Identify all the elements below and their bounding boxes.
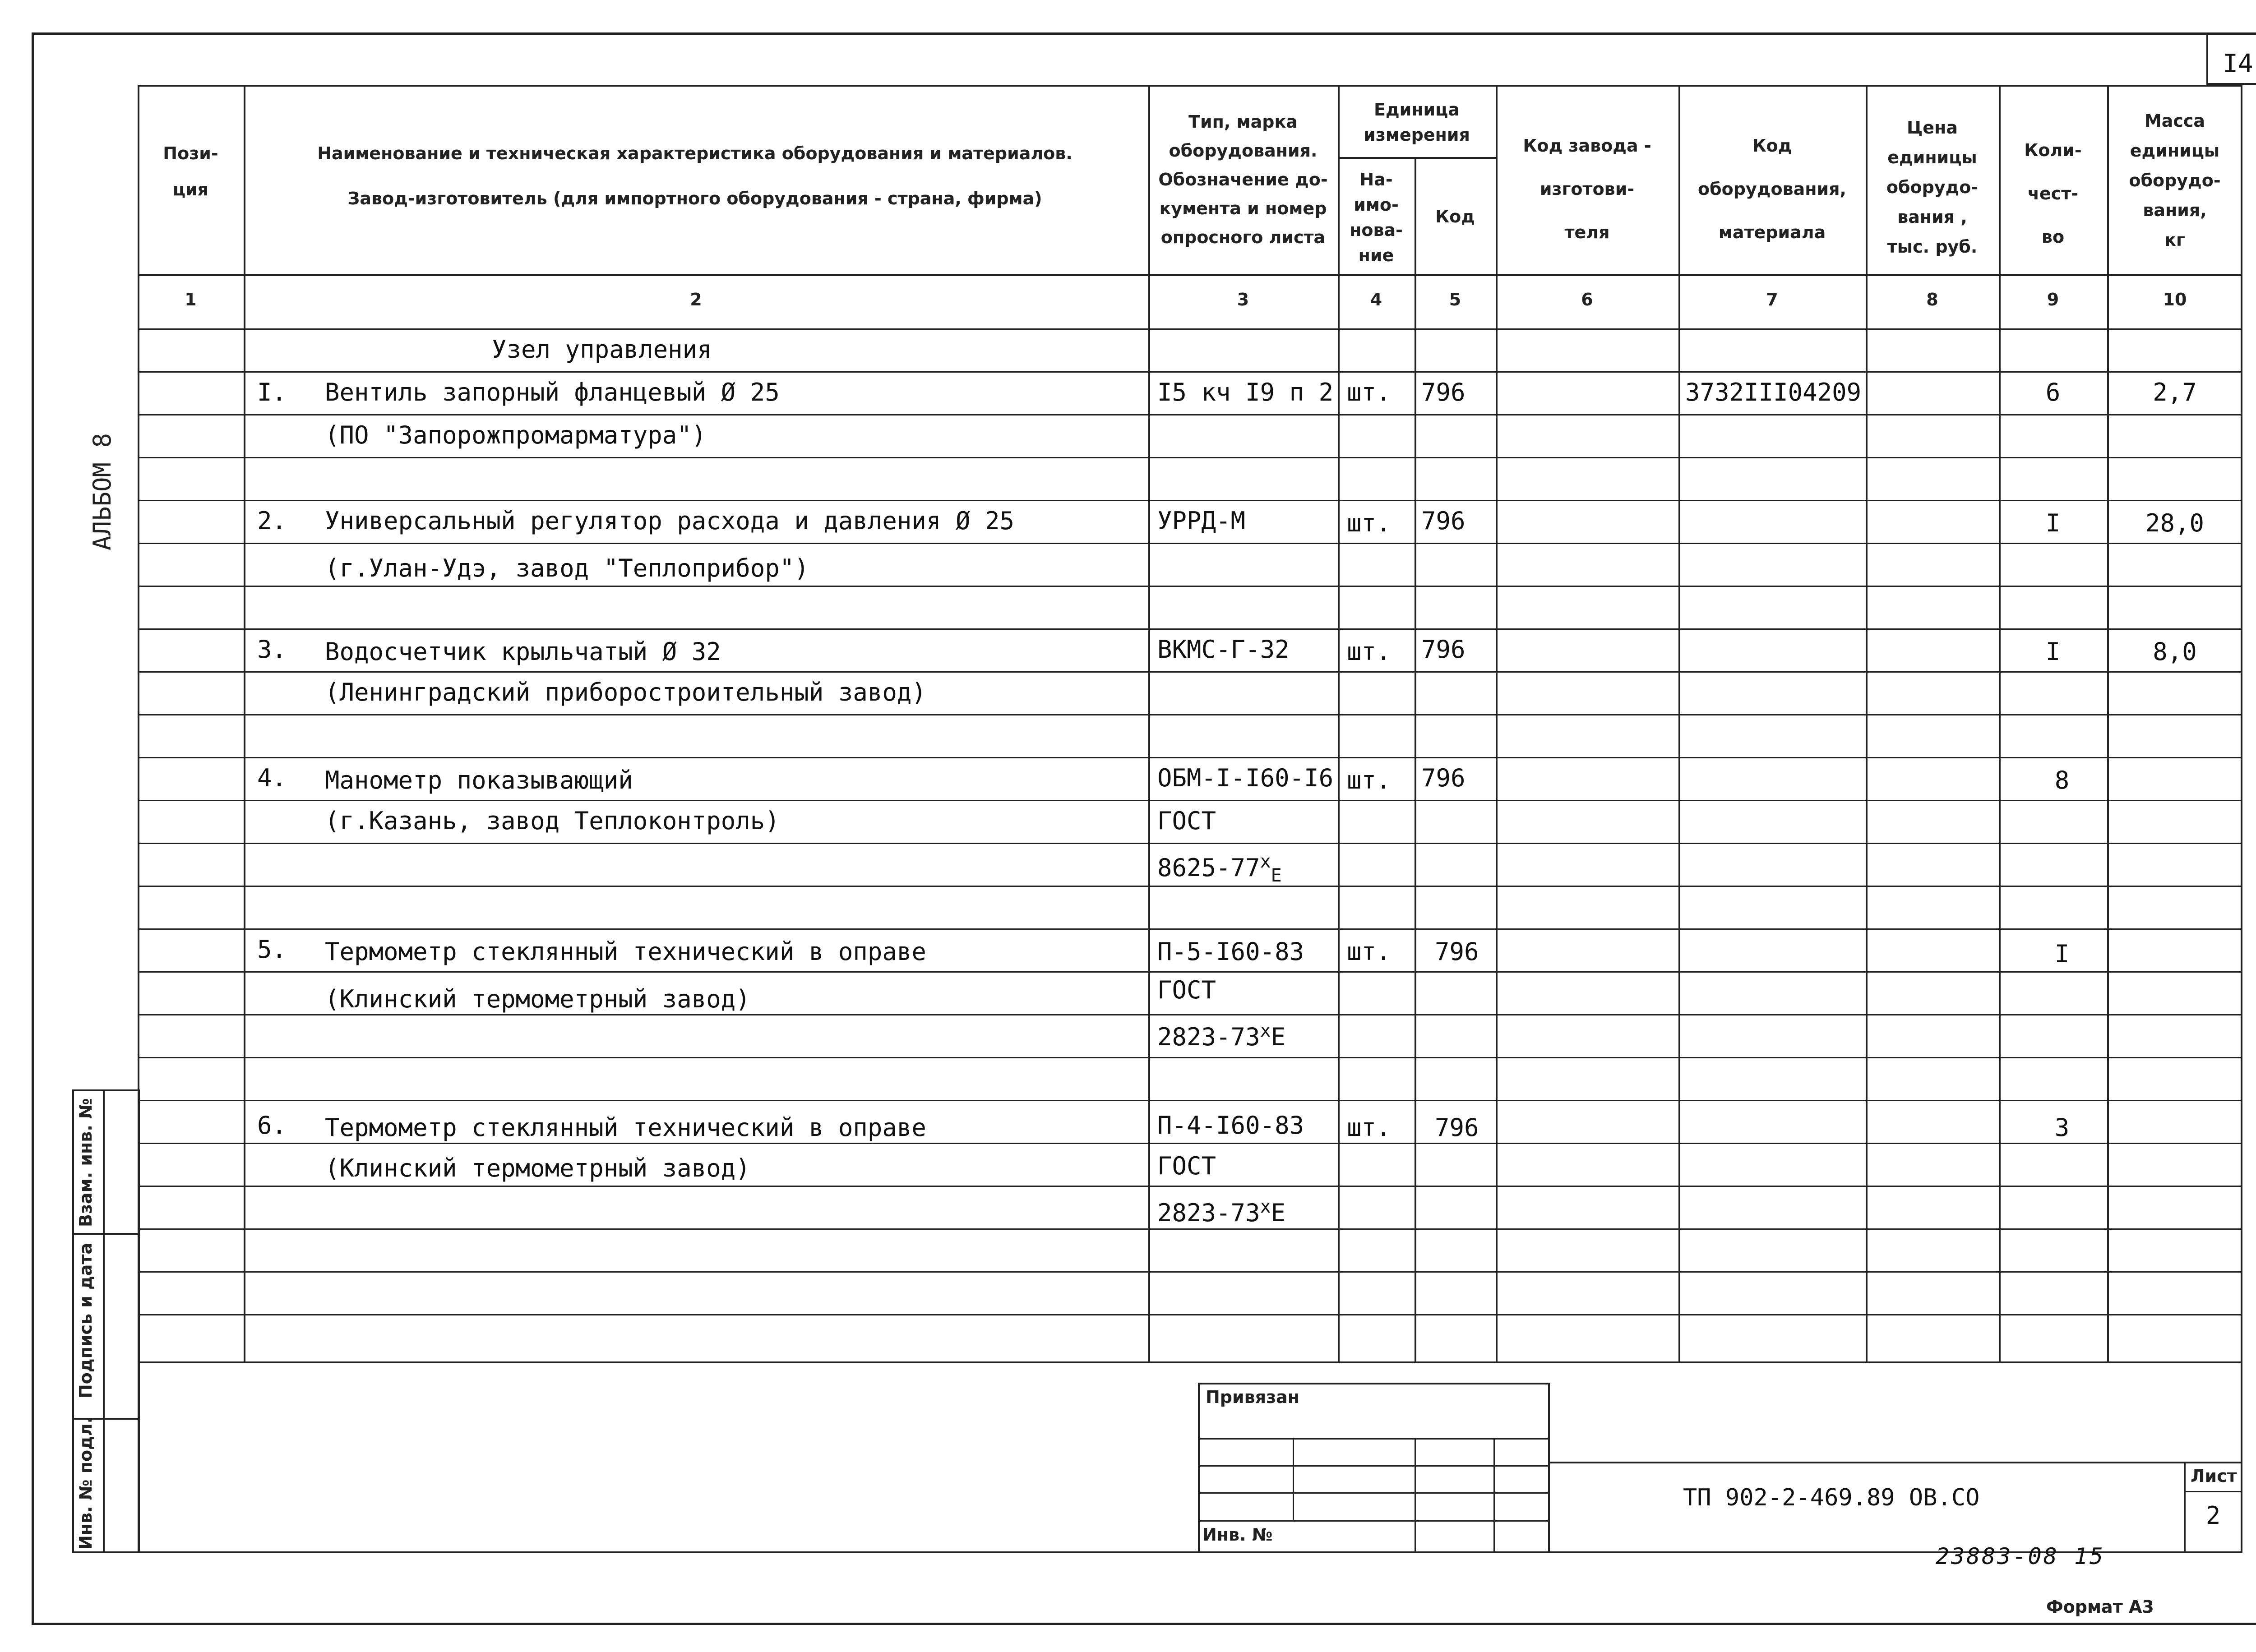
item-qty: 3 xyxy=(2054,1113,2070,1142)
row-line xyxy=(138,928,2242,930)
item-type: I5 кч I9 п 2 xyxy=(1157,378,1334,406)
item-maker: (Клинский термометрный завод) xyxy=(325,985,750,1013)
item-pos: 6. xyxy=(257,1111,287,1140)
item-qty: 6 xyxy=(2045,378,2061,406)
privyazan-col xyxy=(1493,1438,1495,1553)
item-code: 796 xyxy=(1421,635,1465,664)
item-name: Термометр стеклянный технический в оправе xyxy=(325,1113,926,1142)
row-line xyxy=(138,1186,2242,1187)
header-col6: Код завода - изготови- теля xyxy=(1523,136,1651,242)
section-title: Узел управления xyxy=(492,335,712,364)
colnum-9: 9 xyxy=(2047,290,2059,309)
colnum-4: 4 xyxy=(1370,290,1382,309)
document-code: ТП 902-2-469.89 ОВ.СО xyxy=(1683,1484,1980,1511)
row-line xyxy=(138,1014,2242,1015)
row-line xyxy=(138,800,2242,801)
list-number: 2 xyxy=(2205,1501,2221,1530)
item-unit: шт. xyxy=(1347,1113,1391,1142)
doc-code-top-line xyxy=(1550,1462,2242,1463)
item-qty: 8 xyxy=(2054,766,2070,794)
item-maker: (Клинский термометрный завод) xyxy=(325,1154,750,1182)
item-name: Универсальный регулятор расхода и давления Ø 25 xyxy=(325,507,1015,535)
header-col4: На- имо- нова- ние xyxy=(1350,170,1403,265)
colnum-bottom-line xyxy=(138,328,2242,330)
archive-number: 23883-08 15 xyxy=(1936,1543,2105,1569)
item-mass: 28,0 xyxy=(2145,509,2205,537)
col-divider-8 xyxy=(1999,85,2001,1361)
item-code: 796 xyxy=(1421,378,1465,406)
privyazan-col xyxy=(1415,1438,1416,1553)
row-line xyxy=(138,1057,2242,1058)
row-line xyxy=(138,1271,2242,1273)
privyazan-row xyxy=(1198,1520,1550,1522)
header-col8: Цена единицы оборудо- вания , тыс. руб. xyxy=(1886,118,1979,257)
header-col7: Код оборудования, материала xyxy=(1698,136,1846,242)
row-line xyxy=(138,1228,2242,1230)
row-line xyxy=(138,1143,2242,1144)
colnum-8: 8 xyxy=(1926,290,1938,309)
row-line xyxy=(138,1100,2242,1101)
side-stamp-divider xyxy=(103,1089,105,1553)
item-type: ОБМ-I-I60-I6 xyxy=(1157,764,1334,792)
item-type-doc: ГОСТ xyxy=(1157,1152,1216,1180)
privyazan-label: Привязан xyxy=(1206,1387,1300,1407)
item-name: Вентиль запорный фланцевый Ø 25 xyxy=(325,378,780,406)
header-col10: Масса единицы оборудо- вания, кг xyxy=(2129,111,2221,250)
header-col9: Коли- чест- во xyxy=(2024,140,2082,247)
privyazan-col xyxy=(1293,1438,1294,1520)
item-maker: (ПО "Запорожпромарматура") xyxy=(325,421,707,449)
col-divider-9 xyxy=(2107,85,2109,1361)
row-line xyxy=(138,371,2242,373)
colnum-7: 7 xyxy=(1766,290,1778,309)
colnum-10: 10 xyxy=(2163,290,2187,309)
item-type-doc: ГОСТ xyxy=(1157,807,1216,835)
col-divider-5 xyxy=(1496,85,1498,1361)
header-col3: Тип, марка оборудования. Обозначение до- кумента и номер опросного листа xyxy=(1158,112,1328,247)
format-label: Формат А3 xyxy=(2046,1597,2154,1617)
header-col5: Код xyxy=(1435,207,1475,226)
item-qty: I xyxy=(2045,637,2061,666)
item-name: Термометр стеклянный технический в оправе xyxy=(325,937,926,966)
col-divider-6 xyxy=(1678,85,1680,1361)
item-type: П-4-I60-83 xyxy=(1157,1111,1304,1140)
row-line xyxy=(138,586,2242,587)
item-pos: 5. xyxy=(257,935,287,964)
row-line xyxy=(138,1314,2242,1315)
unit-header-divider xyxy=(1338,157,1496,159)
item-unit: шт. xyxy=(1347,378,1391,406)
item-mass: 2,7 xyxy=(2153,378,2197,406)
table-body-bottom xyxy=(138,1361,2242,1363)
item-code: 796 xyxy=(1421,764,1465,792)
item-pos: 2. xyxy=(257,507,287,535)
row-line xyxy=(138,971,2242,973)
item-pos: 3. xyxy=(257,635,287,664)
col-divider-7 xyxy=(1866,85,1868,1361)
item-code: 796 xyxy=(1435,1113,1479,1142)
item-maker: (г.Улан-Удэ, завод "Теплоприбор") xyxy=(325,554,809,582)
header-col2: Наименование и техническая характеристика оборудования и материалов. Завод-изготовитель (для импортного оборудования - страна, фирма) xyxy=(317,143,1073,208)
privyazan-row xyxy=(1198,1492,1550,1494)
colnum-5: 5 xyxy=(1449,290,1461,309)
colnum-3: 3 xyxy=(1237,290,1249,309)
item-name: Водосчетчик крыльчатый Ø 32 xyxy=(325,637,721,666)
header-col1: Пози- ция xyxy=(163,143,218,199)
item-unit: шт. xyxy=(1347,937,1391,966)
header-unit: Единица измерения xyxy=(1364,100,1470,145)
colnum-2: 2 xyxy=(690,290,702,309)
item-unit: шт. xyxy=(1347,766,1391,794)
side-stamp-signature-date: Подпись и дата xyxy=(76,1242,96,1398)
colnum-6: 6 xyxy=(1581,290,1593,309)
colnum-1: 1 xyxy=(185,290,197,309)
item-pos: I. xyxy=(257,378,287,406)
list-box-divider xyxy=(2184,1491,2242,1492)
item-equip-code: 3732III04209 xyxy=(1685,378,1862,406)
item-mass: 8,0 xyxy=(2153,637,2197,666)
row-line xyxy=(138,500,2242,501)
privyazan-row xyxy=(1198,1465,1550,1467)
item-maker: (Ленинградский приборостроительный завод) xyxy=(325,678,926,706)
col-divider-4 xyxy=(1415,157,1416,1361)
row-line xyxy=(138,671,2242,673)
col-divider-1 xyxy=(244,85,245,1361)
item-type: УРРД-М xyxy=(1157,507,1246,535)
row-line xyxy=(138,843,2242,844)
row-line xyxy=(138,757,2242,758)
row-line xyxy=(138,714,2242,715)
item-qty: I xyxy=(2054,940,2070,968)
item-type: ВКМС-Г-32 xyxy=(1157,635,1290,664)
side-stamp-inv-original: Инв. № подл. xyxy=(76,1417,96,1550)
item-qty: I xyxy=(2045,509,2061,537)
inv-no-label: Инв. № xyxy=(1202,1525,1273,1545)
row-line xyxy=(138,414,2242,415)
item-code: 796 xyxy=(1421,507,1465,535)
item-type-number: $2823-73^хЕ$ xyxy=(1157,1020,1286,1051)
side-stamp-row xyxy=(72,1233,140,1235)
item-unit: шт. xyxy=(1347,637,1391,666)
item-unit: шт. xyxy=(1347,509,1391,537)
item-type-doc: ГОСТ xyxy=(1157,976,1216,1004)
corner-number: I4 xyxy=(2223,49,2253,78)
col-divider-3 xyxy=(1338,85,1340,1361)
row-line xyxy=(138,457,2242,458)
privyazan-row xyxy=(1198,1438,1550,1440)
album-label: АЛЬБОМ 8 xyxy=(88,433,116,550)
item-type-number: $2823-73^хЕ$ xyxy=(1157,1196,1286,1227)
item-maker: (г.Казань, завод Теплоконтроль) xyxy=(325,807,780,835)
item-name: Манометр показывающий xyxy=(325,766,633,794)
list-label: Лист xyxy=(2191,1466,2237,1486)
col-divider-2 xyxy=(1148,85,1150,1361)
item-code: 796 xyxy=(1435,937,1479,966)
side-stamp-replace-inv: Взам. инв. № xyxy=(76,1098,96,1227)
row-line xyxy=(138,543,2242,544)
header-bottom-line xyxy=(138,274,2242,276)
item-pos: 4. xyxy=(257,764,287,792)
row-line xyxy=(138,628,2242,630)
item-type: П-5-I60-83 xyxy=(1157,937,1304,966)
item-type-number: $8625-77^х_Е$ xyxy=(1157,851,1282,886)
